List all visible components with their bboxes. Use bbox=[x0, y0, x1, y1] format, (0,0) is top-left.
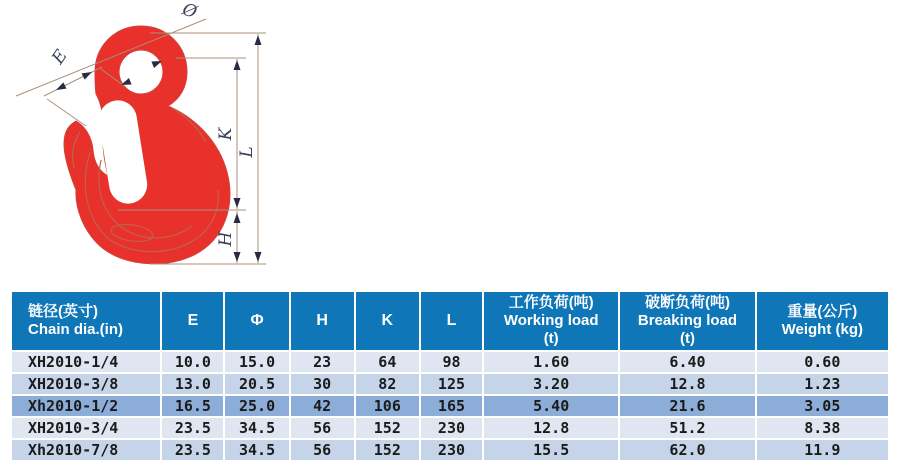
cell-breaking-load: 12.8 bbox=[620, 374, 754, 394]
cell-k: 64 bbox=[356, 352, 419, 372]
cell-h: 30 bbox=[291, 374, 354, 394]
dim-label-k: K bbox=[216, 127, 236, 141]
cell-model: XH2010-3/8 bbox=[12, 374, 160, 394]
cell-l: 165 bbox=[421, 396, 482, 416]
cell-phi: 15.0 bbox=[225, 352, 288, 372]
dim-label-h: H bbox=[216, 231, 236, 247]
hook-shape bbox=[64, 26, 230, 264]
cell-phi: 20.5 bbox=[225, 374, 288, 394]
cell-k: 152 bbox=[356, 440, 419, 460]
header-row bbox=[12, 292, 888, 350]
cell-k: 106 bbox=[356, 396, 419, 416]
working-load-unit: (t) bbox=[543, 330, 559, 347]
dim-label-e: E bbox=[48, 46, 72, 68]
cell-model: Xh2010-7/8 bbox=[12, 440, 160, 460]
col-header-e: E bbox=[162, 292, 223, 350]
breaking-load-unit: (t) bbox=[679, 330, 695, 347]
cell-weight: 0.60 bbox=[757, 352, 888, 372]
cell-phi: 34.5 bbox=[225, 418, 288, 438]
cell-k: 82 bbox=[356, 374, 419, 394]
cell-e: 10.0 bbox=[162, 352, 223, 372]
weight-label-zh: 重量(公斤) bbox=[787, 303, 858, 320]
dim-label-diameter: Ø bbox=[179, 0, 200, 23]
spec-table bbox=[10, 290, 890, 462]
cell-h: 23 bbox=[291, 352, 354, 372]
working-load-label-zh: 工作负荷(吨) bbox=[508, 294, 594, 311]
weight-label-en: Weight (kg) bbox=[781, 321, 864, 338]
cell-l: 230 bbox=[421, 418, 482, 438]
table-row-highlighted bbox=[12, 396, 888, 416]
cell-working-load: 3.20 bbox=[484, 374, 618, 394]
cell-phi: 34.5 bbox=[225, 440, 288, 460]
working-load-label-en: Working load bbox=[503, 312, 599, 329]
table-row bbox=[12, 374, 888, 394]
cell-weight: 8.38 bbox=[757, 418, 888, 438]
cell-model: Xh2010-1/2 bbox=[12, 396, 160, 416]
col-header-weight bbox=[757, 292, 888, 350]
cell-e: 16.5 bbox=[162, 396, 223, 416]
cell-h: 56 bbox=[291, 418, 354, 438]
hook-technical-drawing bbox=[0, 0, 280, 285]
col-header-k: K bbox=[356, 292, 419, 350]
col-header-l: L bbox=[421, 292, 482, 350]
cell-working-load: 15.5 bbox=[484, 440, 618, 460]
cell-working-load: 12.8 bbox=[484, 418, 618, 438]
cell-k: 152 bbox=[356, 418, 419, 438]
table-row bbox=[12, 440, 888, 460]
cell-breaking-load: 51.2 bbox=[620, 418, 754, 438]
col-header-phi: Φ bbox=[225, 292, 288, 350]
cell-breaking-load: 21.6 bbox=[620, 396, 754, 416]
cell-l: 98 bbox=[421, 352, 482, 372]
col-header-h: H bbox=[291, 292, 354, 350]
cell-h: 56 bbox=[291, 440, 354, 460]
cell-e: 13.0 bbox=[162, 374, 223, 394]
breaking-load-label-zh: 破断负荷(吨) bbox=[644, 294, 730, 311]
col-header-chain-dia bbox=[12, 292, 160, 350]
table-row bbox=[12, 352, 888, 372]
col-header-breaking-load bbox=[620, 292, 754, 350]
dim-label-l: L bbox=[237, 146, 257, 158]
cell-working-load: 1.60 bbox=[484, 352, 618, 372]
cell-weight: 1.23 bbox=[757, 374, 888, 394]
cell-l: 125 bbox=[421, 374, 482, 394]
cell-e: 23.5 bbox=[162, 418, 223, 438]
cell-weight: 11.9 bbox=[757, 440, 888, 460]
cell-model: XH2010-3/4 bbox=[12, 418, 160, 438]
breaking-load-label-en: Breaking load bbox=[637, 312, 738, 329]
cell-model: XH2010-1/4 bbox=[12, 352, 160, 372]
cell-e: 23.5 bbox=[162, 440, 223, 460]
table-row bbox=[12, 418, 888, 438]
col-header-working-load bbox=[484, 292, 618, 350]
cell-l: 230 bbox=[421, 440, 482, 460]
cell-h: 42 bbox=[291, 396, 354, 416]
chain-dia-label-zh: 链径(英寸) bbox=[28, 303, 98, 320]
cell-weight: 3.05 bbox=[757, 396, 888, 416]
cell-working-load: 5.40 bbox=[484, 396, 618, 416]
chain-dia-label-en: Chain dia.(in) bbox=[28, 321, 123, 338]
cell-breaking-load: 62.0 bbox=[620, 440, 754, 460]
cell-phi: 25.0 bbox=[225, 396, 288, 416]
cell-breaking-load: 6.40 bbox=[620, 352, 754, 372]
